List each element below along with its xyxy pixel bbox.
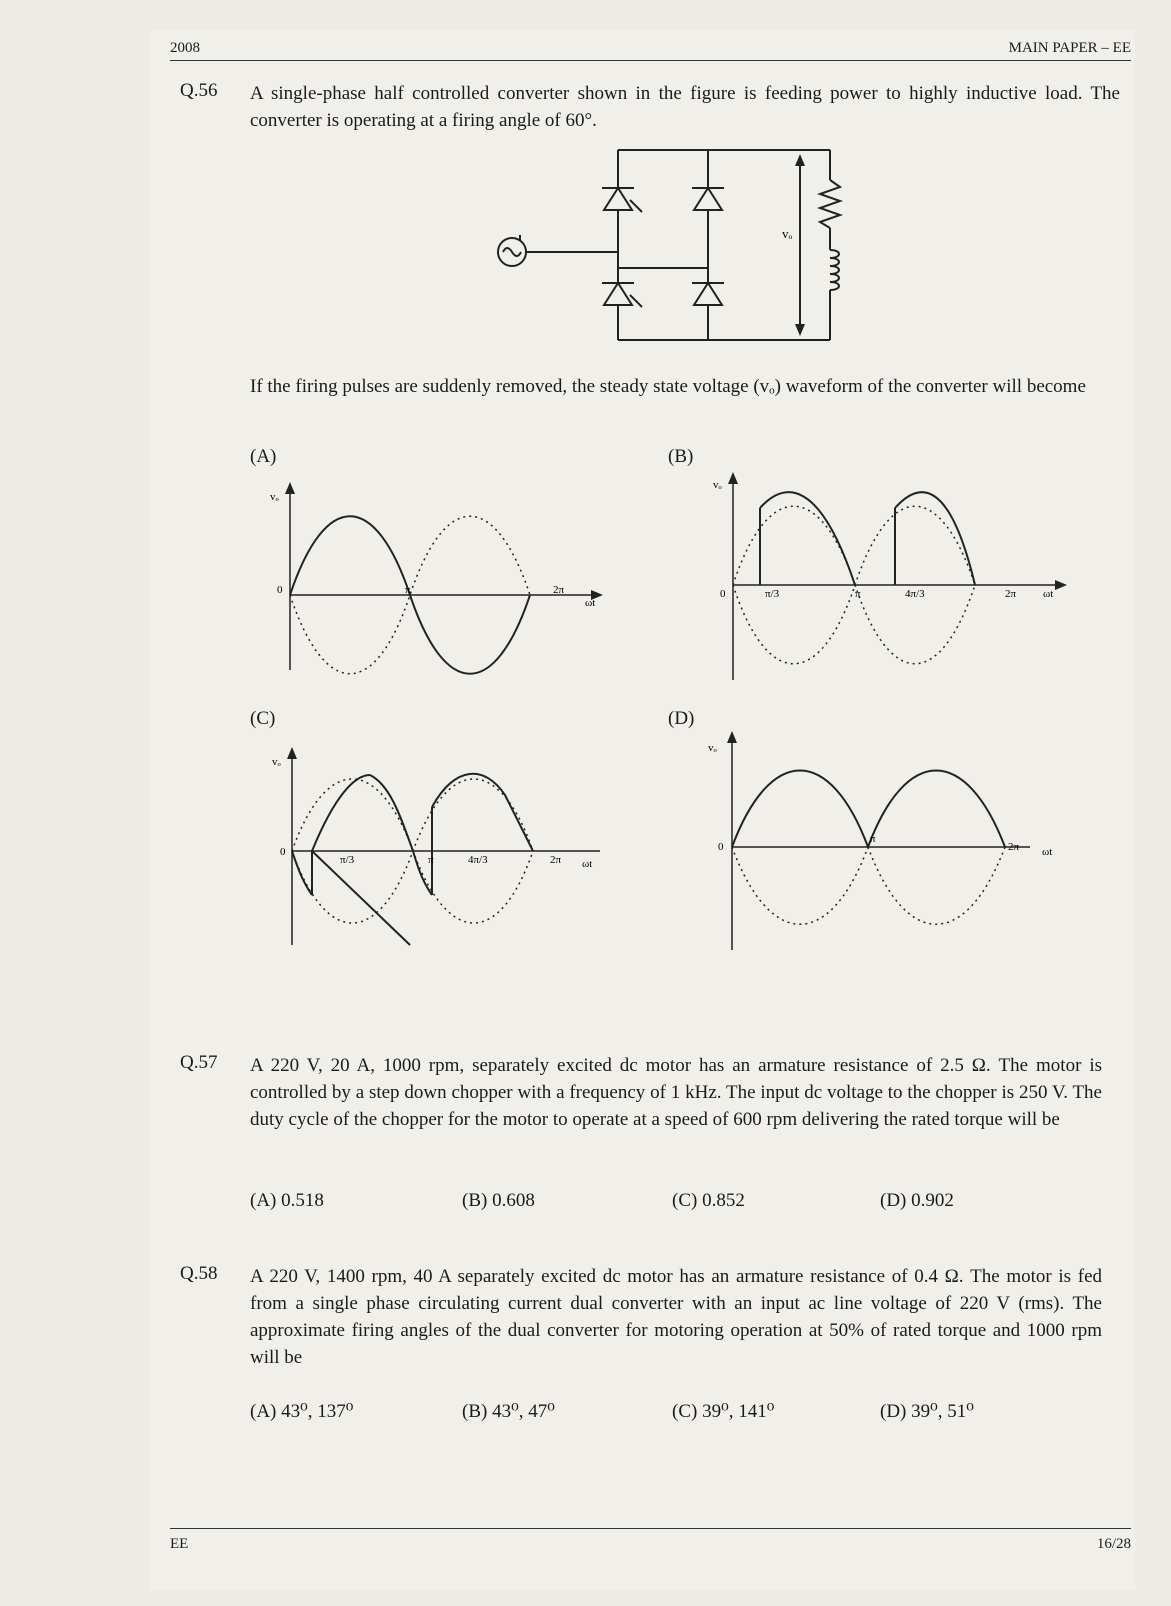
wave-b-tick-4: 2π: [1005, 588, 1017, 600]
footer-page: 16/28: [1096, 1536, 1131, 1552]
wave-c-tick-3: 4π/3: [468, 854, 488, 866]
wave-c-vo: vₒ: [272, 756, 281, 768]
wave-b-label: (B): [668, 446, 694, 467]
wave-c-tick-1: π/3: [340, 854, 355, 866]
footer-paper: EE: [170, 1536, 189, 1552]
wave-b-zero: 0: [720, 588, 726, 600]
waveform-c: [260, 735, 640, 960]
wave-a-label: (A): [250, 446, 277, 467]
wave-d-label: (D): [668, 708, 695, 729]
converter-circuit: [490, 140, 870, 350]
vo-arrow-bottom: [795, 324, 805, 336]
wave-a-tick-1: π: [405, 584, 411, 596]
q57-option-b[interactable]: (B) 0.608: [462, 1190, 535, 1211]
diode-2-symbol: [694, 283, 722, 305]
wave-c-tick-2: π: [428, 854, 434, 866]
q58-text: A 220 V, 1400 rpm, 40 A separately excited dc motor has an armature resistance of 0.4 Ω. The motor is fed from a single phase circulating current dual converter with an input ac line voltage of 220 V (rms). The approximate firing angles of the dual converter for motoring operation at 50% of rated torque and 1000 rpm will be: [250, 1266, 1102, 1368]
q58-option-c[interactable]: (C) 39⁰, 141⁰: [672, 1401, 775, 1422]
wave-b-vo: vₒ: [713, 479, 722, 491]
wave-a-wt: ωt: [585, 597, 596, 609]
q57-option-a[interactable]: (A) 0.518: [250, 1190, 324, 1211]
q58-number: Q.58: [180, 1263, 218, 1284]
wave-a-zero: 0: [277, 584, 283, 596]
wave-a-vo: vₒ: [270, 491, 279, 503]
waveform-b: [705, 460, 1095, 690]
waveform-d: [700, 725, 1100, 960]
header-paper: MAIN PAPER – EE: [1008, 40, 1131, 56]
wave-c-tick-4: 2π: [550, 854, 562, 866]
header-rule: [170, 60, 1131, 61]
wave-b-tick-1: π/3: [765, 588, 780, 600]
thyristor-2-symbol: [604, 283, 632, 305]
q57-option-c[interactable]: (C) 0.852: [672, 1190, 745, 1211]
wave-d-vo: vₒ: [708, 742, 717, 754]
q56-number: Q.56: [180, 80, 218, 101]
wave-b-tick-2: π: [855, 588, 861, 600]
q56-text: A single-phase half controlled converter shown in the figure is feeding power to highly inductive load. The converter is operating at a firing angle of 60°.: [250, 83, 1120, 131]
footer-rule: [170, 1528, 1131, 1529]
wave-d-tick-2: 2π: [1008, 841, 1020, 853]
wave-c-wt: ωt: [582, 858, 593, 870]
wave-a-tick-2: 2π: [553, 584, 565, 596]
q56-followup: If the firing pulses are suddenly removed, the steady state voltage (vₒ) waveform of the converter will become: [250, 376, 1086, 397]
q58-option-b[interactable]: (B) 43⁰, 47⁰: [462, 1401, 555, 1422]
vo-arrow-top: [795, 154, 805, 166]
wave-d-zero: 0: [718, 841, 724, 853]
wave-b-wt: ωt: [1043, 588, 1054, 600]
wave-d-tick-1: π: [870, 833, 876, 845]
q57-option-d[interactable]: (D) 0.902: [880, 1190, 954, 1211]
header-year: 2008: [170, 40, 200, 56]
q58-option-d[interactable]: (D) 39⁰, 51⁰: [880, 1401, 974, 1422]
thyristor-1-symbol: [604, 188, 632, 210]
q57-text: A 220 V, 20 A, 1000 rpm, separately excited dc motor has an armature resistance of 2.5 Ω. The motor is controlled by a step down chopper with a frequency of 1 kHz. The input dc voltage to the chopper is 250 V. The duty cycle of the chopper for the motor to operate at a speed of 600 rpm delivering the rated torque will be: [250, 1055, 1102, 1130]
diode-1-symbol: [694, 188, 722, 210]
wave-c-label: (C): [250, 708, 276, 729]
waveform-a: [255, 470, 645, 695]
circuit-vo-label: vₒ: [782, 226, 793, 241]
wave-c-zero: 0: [280, 846, 286, 858]
wave-b-tick-3: 4π/3: [905, 588, 925, 600]
wave-d-wt: ωt: [1042, 846, 1053, 858]
q58-option-a[interactable]: (A) 43⁰, 137⁰: [250, 1401, 354, 1422]
q57-number: Q.57: [180, 1052, 218, 1073]
